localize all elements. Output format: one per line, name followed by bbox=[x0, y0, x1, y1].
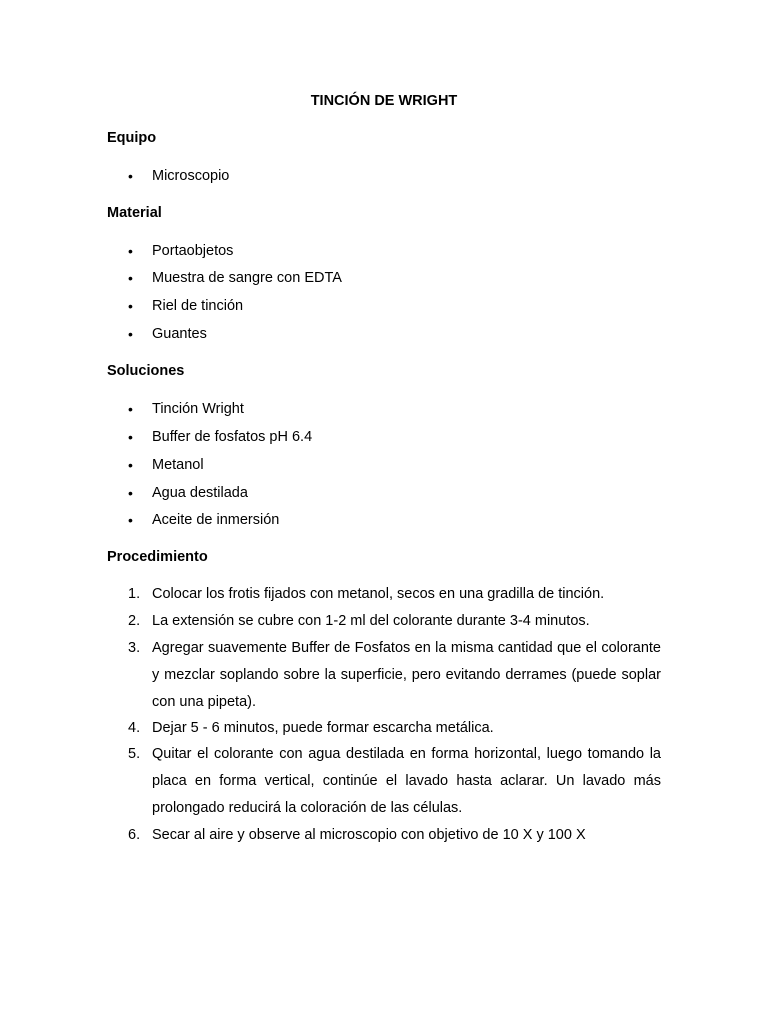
bullet-icon: • bbox=[128, 270, 133, 286]
section-heading-soluciones: Soluciones bbox=[107, 363, 185, 379]
step-number: 2. bbox=[128, 613, 141, 629]
section-heading-procedimiento: Procedimiento bbox=[107, 549, 208, 565]
step-text: Secar al aire y observe al microscopio con objetivo de 10 X y 100 X bbox=[152, 827, 586, 843]
bullet-icon: • bbox=[128, 401, 133, 417]
step-number: 6. bbox=[128, 827, 141, 843]
list-item-text: Microscopio bbox=[152, 168, 230, 184]
list-item-text: Aceite de inmersión bbox=[152, 512, 280, 528]
bullet-icon: • bbox=[128, 326, 133, 342]
step-number: 1. bbox=[128, 586, 141, 602]
procedure-step bbox=[128, 608, 661, 635]
procedure-step bbox=[128, 581, 661, 608]
list-item-text: Guantes bbox=[152, 326, 207, 342]
step-text: Quitar el colorante con agua destilada en forma horizontal, luego tomando la placa en forma vertical, continúe el lavado hasta aclarar. Un lavado más prolongado reducirá la coloración de las células. bbox=[152, 746, 661, 816]
list-item-text: Riel de tinción bbox=[152, 298, 244, 314]
document-title: TINCIÓN DE WRIGHT bbox=[310, 93, 458, 109]
bullet-icon: • bbox=[128, 298, 133, 314]
list-item-text: Metanol bbox=[152, 457, 204, 473]
step-text: Colocar los frotis fijados con metanol, secos en una gradilla de tinción. bbox=[152, 586, 605, 602]
step-number: 5. bbox=[128, 746, 141, 762]
section-heading-equipo: Equipo bbox=[107, 130, 157, 146]
step-text: La extensión se cubre con 1-2 ml del colorante durante 3-4 minutos. bbox=[152, 613, 590, 629]
step-text: Agregar suavemente Buffer de Fosfatos en la misma cantidad que el colorante y mezclar soplando sobre la superficie, pero evitando derrames (puede soplar con una pipeta). bbox=[152, 640, 661, 710]
bullet-icon: • bbox=[128, 485, 133, 501]
bullet-icon: • bbox=[128, 168, 133, 184]
bullet-icon: • bbox=[128, 512, 133, 528]
bullet-icon: • bbox=[128, 243, 133, 259]
list-item-text: Tinción Wright bbox=[152, 401, 244, 417]
step-number: 4. bbox=[128, 720, 141, 736]
procedure-step bbox=[128, 741, 661, 822]
procedure-step bbox=[128, 635, 661, 716]
step-text: Dejar 5 - 6 minutos, puede formar escarcha metálica. bbox=[152, 720, 494, 736]
procedure-step bbox=[128, 715, 661, 742]
list-item-text: Buffer de fosfatos pH 6.4 bbox=[152, 429, 313, 445]
section-heading-material: Material bbox=[107, 205, 162, 221]
list-item-text: Muestra de sangre con EDTA bbox=[152, 270, 342, 286]
list-item-text: Agua destilada bbox=[152, 485, 248, 501]
procedure-step bbox=[128, 822, 661, 849]
bullet-icon: • bbox=[128, 457, 133, 473]
list-item-text: Portaobjetos bbox=[152, 243, 234, 259]
step-number: 3. bbox=[128, 640, 141, 656]
bullet-icon: • bbox=[128, 429, 133, 445]
